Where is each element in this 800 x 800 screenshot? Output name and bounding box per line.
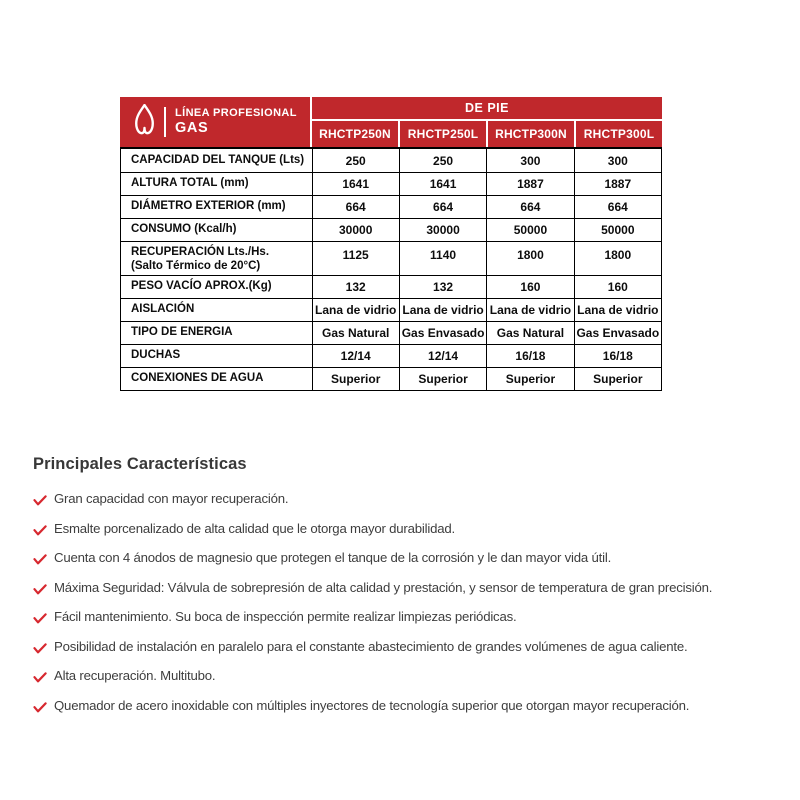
table-row-recuperacion xyxy=(121,241,661,275)
spec-value: 160 xyxy=(486,276,573,298)
row-label-line2: (Salto Térmico de 20°C) xyxy=(131,259,261,272)
spec-value: 1641 xyxy=(399,173,486,195)
spec-value: 1125 xyxy=(312,242,399,275)
spec-value: Superior xyxy=(574,368,661,390)
spec-value: 12/14 xyxy=(399,345,486,367)
spec-value: 1887 xyxy=(486,173,573,195)
spec-value: 50000 xyxy=(574,219,661,241)
feature-text: Máxima Seguridad: Válvula de sobrepresión de alta calidad y prestación, y sensor de temperatura de gran precisión. xyxy=(54,579,713,595)
feature-text: Fácil mantenimiento. Su boca de inspección permite realizar limpiezas periódicas. xyxy=(54,609,517,624)
table-row-duchas xyxy=(121,344,661,367)
model-header-rhctp300n: RHCTP300N xyxy=(486,121,574,147)
spec-value: 250 xyxy=(312,149,399,172)
spec-value: 16/18 xyxy=(486,345,573,367)
check-icon xyxy=(33,612,47,628)
row-label: CONEXIONES DE AGUA xyxy=(131,372,264,385)
feature-item xyxy=(33,580,795,599)
brand-divider xyxy=(164,107,166,137)
spec-value: 16/18 xyxy=(574,345,661,367)
spec-value: 664 xyxy=(312,196,399,218)
spec-value: Superior xyxy=(312,368,399,390)
table-row-energia xyxy=(121,321,661,344)
spec-value: 132 xyxy=(312,276,399,298)
model-header-rhctp250n: RHCTP250N xyxy=(319,127,391,141)
check-icon xyxy=(33,583,47,599)
feature-text: Posibilidad de instalación en paralelo para el constante abastecimiento de grandes volúmenes de agua caliente. xyxy=(54,638,688,654)
spec-value: 1800 xyxy=(486,242,573,275)
model-header-rhctp250l: RHCTP250L xyxy=(398,121,486,147)
row-label: PESO VACÍO APROX.(Kg) xyxy=(131,280,272,293)
check-icon xyxy=(33,701,47,717)
spec-table-header xyxy=(120,97,662,147)
brand-cell xyxy=(120,97,312,147)
flame-icon xyxy=(133,104,156,140)
table-row-consumo xyxy=(121,218,661,241)
spec-value: 664 xyxy=(399,196,486,218)
spec-value: Lana de vidrio xyxy=(486,299,573,321)
row-label: DUCHAS xyxy=(131,349,181,362)
spec-value: 160 xyxy=(574,276,661,298)
spec-value: Gas Envasado xyxy=(399,322,486,344)
row-label xyxy=(121,242,312,275)
row-label-line1: RECUPERACIÓN Lts./Hs. xyxy=(131,246,270,258)
spec-value: Superior xyxy=(486,368,573,390)
spec-value: 664 xyxy=(574,196,661,218)
table-row-diametro xyxy=(121,195,661,218)
spec-value: Lana de vidrio xyxy=(312,299,399,321)
brand-line1: LÍNEA PROFESIONAL xyxy=(175,107,297,120)
table-row-conexiones xyxy=(121,367,661,390)
spec-value: 250 xyxy=(399,149,486,172)
feature-text: Cuenta con 4 ánodos de magnesio que protegen el tanque de la corrosión y le dan mayor vida útil. xyxy=(54,550,612,565)
spec-value: 30000 xyxy=(312,219,399,241)
spec-value: 1641 xyxy=(312,173,399,195)
spec-value: Superior xyxy=(399,368,486,390)
row-label: TIPO DE ENERGIA xyxy=(131,326,233,339)
spec-value: Lana de vidrio xyxy=(574,299,661,321)
spec-value: Gas Envasado xyxy=(574,322,661,344)
table-row-peso xyxy=(121,275,661,298)
table-row-capacidad xyxy=(121,149,661,172)
spec-value: 300 xyxy=(486,149,573,172)
check-icon xyxy=(33,671,47,687)
model-header-rhctp300l: RHCTP300L xyxy=(574,121,662,147)
features-title: Principales Características xyxy=(33,455,247,473)
feature-item xyxy=(33,521,795,540)
spec-value: 1140 xyxy=(399,242,486,275)
spec-value: 664 xyxy=(486,196,573,218)
row-label: CONSUMO (Kcal/h) xyxy=(131,223,237,236)
spec-value: 12/14 xyxy=(312,345,399,367)
brand-line2: GAS xyxy=(175,119,209,136)
spec-value: 50000 xyxy=(486,219,573,241)
check-icon xyxy=(33,642,47,658)
spec-table-body xyxy=(120,147,662,391)
check-icon xyxy=(33,494,47,510)
spec-table xyxy=(120,97,662,391)
feature-item xyxy=(33,609,795,628)
feature-text: Esmalte porcenalizado de alta calidad que le otorga mayor durabilidad. xyxy=(54,520,455,536)
feature-item xyxy=(33,550,795,569)
spec-value: 30000 xyxy=(399,219,486,241)
header-right xyxy=(312,97,662,147)
spec-value: Gas Natural xyxy=(486,322,573,344)
features-section xyxy=(33,455,795,727)
spec-value: 300 xyxy=(574,149,661,172)
feature-item xyxy=(33,668,795,687)
table-row-aislacion xyxy=(121,298,661,321)
spec-value: Gas Natural xyxy=(312,322,399,344)
table-row-altura xyxy=(121,172,661,195)
feature-item xyxy=(33,639,795,658)
spec-value: Lana de vidrio xyxy=(399,299,486,321)
row-label: DIÁMETRO EXTERIOR (mm) xyxy=(131,200,286,213)
feature-text: Quemador de acero inoxidable con múltiples inyectores de tecnología superior que otorgan mayor recuperación. xyxy=(54,697,690,713)
feature-item xyxy=(33,491,795,510)
spec-value: 1800 xyxy=(574,242,661,275)
brand-text xyxy=(175,107,297,136)
group-header-de-pie: DE PIE xyxy=(312,97,662,121)
models-row xyxy=(312,121,662,147)
row-label: ALTURA TOTAL (mm) xyxy=(131,177,249,190)
check-icon xyxy=(33,524,47,540)
spec-value: 1887 xyxy=(574,173,661,195)
row-label: CAPACIDAD DEL TANQUE (Lts) xyxy=(131,153,305,166)
feature-text: Gran capacidad con mayor recuperación. xyxy=(54,491,289,506)
feature-item xyxy=(33,698,795,717)
spec-value: 132 xyxy=(399,276,486,298)
check-icon xyxy=(33,553,47,569)
feature-text: Alta recuperación. Multitubo. xyxy=(54,668,216,683)
row-label: AISLACIÓN xyxy=(131,303,195,316)
